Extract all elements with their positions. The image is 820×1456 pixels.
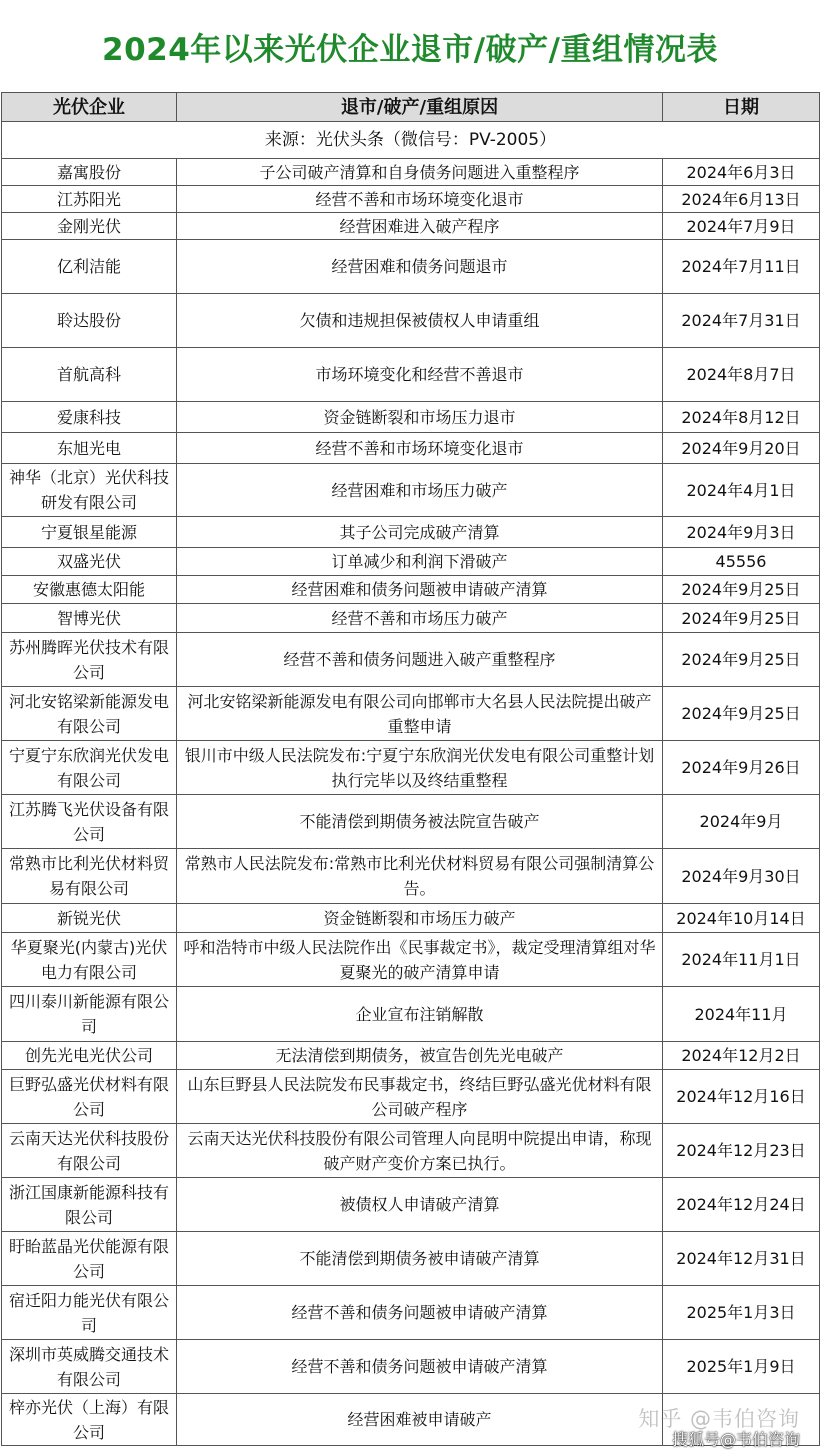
date-cell: 2024年12月2日 (663, 1042, 820, 1070)
company-cell: 爱康科技 (2, 402, 177, 433)
reason-cell: 企业宣布注销解散 (177, 987, 663, 1042)
company-cell: 东旭光电 (2, 433, 177, 464)
date-cell: 2024年12月16日 (663, 1070, 820, 1124)
reason-cell: 山东巨野县人民法院发布民事裁定书，终结巨野弘盛光优材料有限公司破产程序 (177, 1070, 663, 1124)
table-row (2, 240, 820, 294)
date-cell: 2024年7月9日 (663, 213, 820, 240)
date-cell: 2024年9月25日 (663, 633, 820, 687)
company-cell: 梓亦光伏（上海）有限公司 (2, 1394, 177, 1446)
reason-cell: 经营困难和债务问题被申请破产清算 (177, 576, 663, 604)
table-row (2, 294, 820, 348)
source-row (2, 122, 820, 159)
reason-cell: 呼和浩特市中级人民法院作出《民事裁定书》，裁定受理清算组对华夏聚光的破产清算申请 (177, 933, 663, 987)
reason-cell: 经营不善和市场压力破产 (177, 604, 663, 633)
date-cell: 2024年6月3日 (663, 159, 820, 186)
reason-cell: 经营困难进入破产程序 (177, 213, 663, 240)
company-cell: 安徽惠德太阳能 (2, 576, 177, 604)
table-row (2, 604, 820, 633)
date-cell: 2024年4月1日 (663, 464, 820, 517)
reason-cell: 经营困难被申请破产 (177, 1394, 663, 1446)
date-cell: 2024年8月7日 (663, 348, 820, 402)
date-cell: 2024年7月31日 (663, 294, 820, 348)
company-cell: 江苏阳光 (2, 186, 177, 213)
table-row (2, 1232, 820, 1286)
company-cell: 华夏聚光(内蒙古)光伏电力有限公司 (2, 933, 177, 987)
company-cell: 智博光伏 (2, 604, 177, 633)
watermark-sohu: 搜狐号@韦伯咨询 (671, 1430, 800, 1449)
date-cell: 2024年9月20日 (663, 433, 820, 464)
reason-cell: 无法清偿到期债务，被宣告创先光电破产 (177, 1042, 663, 1070)
reason-cell: 资金链断裂和市场压力退市 (177, 402, 663, 433)
company-cell: 聆达股份 (2, 294, 177, 348)
enterprise-table (1, 92, 820, 1446)
company-cell: 深圳市英威腾交通技术有限公司 (2, 1340, 177, 1394)
date-cell: 2024年9月26日 (663, 741, 820, 795)
source-note: 来源：光伏头条（微信号：PV-2005） (2, 122, 820, 159)
table-row (2, 795, 820, 849)
reason-cell: 不能清偿到期债务被法院宣告破产 (177, 795, 663, 849)
company-cell: 首航高科 (2, 348, 177, 402)
table-row (2, 1394, 820, 1446)
company-cell: 江苏腾飞光伏设备有限公司 (2, 795, 177, 849)
company-cell: 嘉寓股份 (2, 159, 177, 186)
reason-cell: 经营不善和债务问题被申请破产清算 (177, 1340, 663, 1394)
company-cell: 神华（北京）光伏科技研发有限公司 (2, 464, 177, 517)
table-row (2, 1340, 820, 1394)
table-row (2, 159, 820, 186)
table-row (2, 186, 820, 213)
reason-cell: 被债权人申请破产清算 (177, 1178, 663, 1232)
reason-cell: 经营困难和市场压力破产 (177, 464, 663, 517)
date-cell: 2024年9月25日 (663, 604, 820, 633)
reason-cell: 资金链断裂和市场压力破产 (177, 904, 663, 933)
table-row (2, 849, 820, 904)
reason-cell: 子公司破产清算和自身债务问题进入重整程序 (177, 159, 663, 186)
date-cell: 45556 (663, 548, 820, 576)
table-row (2, 576, 820, 604)
company-cell: 金刚光伏 (2, 213, 177, 240)
table-row (2, 1070, 820, 1124)
watermark-zhihu: 知乎 @韦伯咨询 (638, 1407, 800, 1431)
reason-cell: 经营不善和市场环境变化退市 (177, 186, 663, 213)
table-row (2, 402, 820, 433)
company-cell: 宿迁阳力能光伏有限公司 (2, 1286, 177, 1340)
company-cell: 云南天达光伏科技股份有限公司 (2, 1124, 177, 1178)
table-row (2, 633, 820, 687)
table-row (2, 548, 820, 576)
table-row (2, 1286, 820, 1340)
company-cell: 河北安铭梁新能源发电有限公司 (2, 687, 177, 741)
reason-cell: 河北安铭梁新能源发电有限公司向邯郸市大名县人民法院提出破产重整申请 (177, 687, 663, 741)
date-cell (663, 1394, 820, 1446)
table-row (2, 1178, 820, 1232)
date-cell: 2024年9月25日 (663, 687, 820, 741)
company-cell: 双盛光伏 (2, 548, 177, 576)
date-cell: 2024年12月24日 (663, 1178, 820, 1232)
company-cell: 宁夏宁东欣润光伏发电有限公司 (2, 741, 177, 795)
date-cell: 2024年11月1日 (663, 933, 820, 987)
reason-cell: 其子公司完成破产清算 (177, 517, 663, 548)
table-row (2, 1042, 820, 1070)
table-row (2, 517, 820, 548)
date-cell: 2024年9月 (663, 795, 820, 849)
company-cell: 常熟市比利光伏材料贸易有限公司 (2, 849, 177, 904)
date-cell: 2025年1月3日 (663, 1286, 820, 1340)
company-cell: 巨野弘盛光伏材料有限公司 (2, 1070, 177, 1124)
table-row (2, 904, 820, 933)
company-cell: 宁夏银星能源 (2, 517, 177, 548)
table-row (2, 213, 820, 240)
table-header-row (2, 93, 820, 122)
table-row (2, 987, 820, 1042)
reason-cell: 市场环境变化和经营不善退市 (177, 348, 663, 402)
company-cell: 四川泰川新能源有限公司 (2, 987, 177, 1042)
date-cell: 2024年9月25日 (663, 576, 820, 604)
table-row (2, 933, 820, 987)
table-row (2, 348, 820, 402)
reason-cell: 欠债和违规担保被债权人申请重组 (177, 294, 663, 348)
header-date: 日期 (663, 93, 820, 122)
date-cell: 2024年11月 (663, 987, 820, 1042)
date-cell: 2024年10月14日 (663, 904, 820, 933)
page-title: 2024年以来光伏企业退市/破产/重组情况表 (102, 31, 718, 68)
date-cell: 2024年8月12日 (663, 402, 820, 433)
table-row (2, 433, 820, 464)
date-cell: 2025年1月9日 (663, 1340, 820, 1394)
header-company: 光伏企业 (2, 93, 177, 122)
table-row (2, 464, 820, 517)
reason-cell: 不能清偿到期债务被申请破产清算 (177, 1232, 663, 1286)
table-row (2, 687, 820, 741)
company-cell: 创先光电光伏公司 (2, 1042, 177, 1070)
date-cell: 2024年6月13日 (663, 186, 820, 213)
reason-cell: 经营不善和市场环境变化退市 (177, 433, 663, 464)
company-cell: 亿利洁能 (2, 240, 177, 294)
reason-cell: 经营困难和债务问题退市 (177, 240, 663, 294)
company-cell: 盱眙蓝晶光伏能源有限公司 (2, 1232, 177, 1286)
reason-cell: 常熟市人民法院发布:常熟市比利光伏材料贸易有限公司强制清算公告。 (177, 849, 663, 904)
reason-cell: 订单减少和利润下滑破产 (177, 548, 663, 576)
header-reason: 退市/破产/重组原因 (177, 93, 663, 122)
date-cell: 2024年12月31日 (663, 1232, 820, 1286)
date-cell: 2024年9月30日 (663, 849, 820, 904)
reason-cell: 银川市中级人民法院发布:宁夏宁东欣润光伏发电有限公司重整计划执行完毕以及终结重整程 (177, 741, 663, 795)
company-cell: 新锐光伏 (2, 904, 177, 933)
company-cell: 苏州腾晖光伏技术有限公司 (2, 633, 177, 687)
table-row (2, 741, 820, 795)
reason-cell: 云南天达光伏科技股份有限公司管理人向昆明中院提出申请，称现破产财产变价方案已执行。 (177, 1124, 663, 1178)
reason-cell: 经营不善和债务问题被申请破产清算 (177, 1286, 663, 1340)
date-cell: 2024年12月23日 (663, 1124, 820, 1178)
reason-cell: 经营不善和债务问题进入破产重整程序 (177, 633, 663, 687)
date-cell: 2024年9月3日 (663, 517, 820, 548)
company-cell: 浙江国康新能源科技有限公司 (2, 1178, 177, 1232)
table-row (2, 1124, 820, 1178)
date-cell: 2024年7月11日 (663, 240, 820, 294)
